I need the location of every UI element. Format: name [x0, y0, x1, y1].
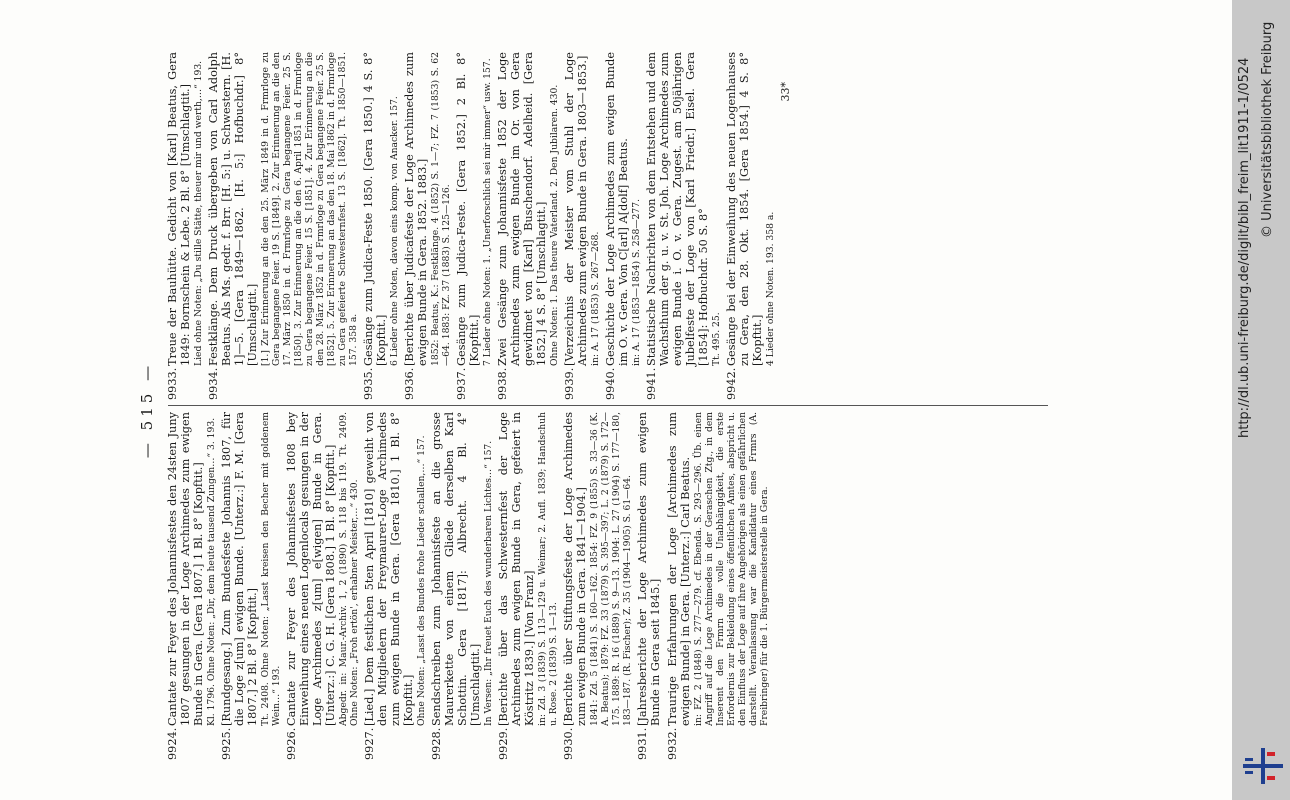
- entry-number: 9940.: [604, 367, 617, 400]
- entry-number: 9937.: [455, 367, 468, 400]
- entry-text: Cantate zur Feyer des Johannisfestes den 24sten Juny 1807 gesungen in der Loge Archimedes zum ewigen Bunde in Gera. [Gera 1807.] 1 Bl. 8° [Kopftit.]: [166, 412, 205, 726]
- entry-note: in: A. 17 (1853—1854) S. 258—277.: [631, 199, 642, 366]
- catalogue-entry: [604, 52, 642, 400]
- entry-note: Tt. 495. 25.: [711, 312, 722, 366]
- catalogue-entry: [645, 52, 722, 400]
- entry-number: 9936.: [403, 367, 416, 400]
- source-url-link[interactable]: http://dl.ub.uni-freiburg.de/diglit/bibl_freim_lit1911-1/0524: [1237, 57, 1252, 438]
- entry-note: [1.] Zur Erinnerung an die den 25. März 1849 in d. Frmrloge zu Gera begangene Feier. 19 S. [1849]. 2. Zur Erinnerung an die den 17. März 1850 in d. Frmrloge zu Gera begangene Feier. 25 S. [1850]. 3. Zur Erinnerung an die den 6. April 1851 in d. Frmrloge zu Gera begangene Feier. 15 S. [1851]. 4. Zur Erinnerung an die den 28. März 1852 in d. Frmrloge zu Gera begangene Feier. 25 S. [1852]. 5. Zur Erinnerung an das den 18. Mai 1862 in d. Frmrloge zu Gera gefeierte Schwesternfest. 13 S. [1862]. Tt. 1850—1851. 157. 358 a.: [260, 52, 359, 366]
- catalogue-entry: [430, 412, 494, 760]
- entry-note: Abgedr. in: Maur.-Archiv. 1, 2 (1890) S. 118 bis 119. Tt. 2409. Ohne Noten: „Froh ertön', erhabner Meister,…“ 430.: [338, 412, 360, 726]
- entry-number: 9932.: [666, 727, 679, 760]
- entry-note: Ohne Noten: „Lasst des Bundes frohe Lieder schallen,…“ 157.: [416, 435, 427, 726]
- page-signature: 33*: [779, 82, 792, 102]
- entry-text: [Berichte über Stiftungsfeste der Loge Archimedes zum ewigen Bunde in Gera. 1841—1904.]: [562, 412, 588, 726]
- copyright-notice: © Universitätsbibliothek Freiburg: [1260, 21, 1275, 238]
- catalogue-entry: [220, 412, 282, 760]
- entry-text: [Berichte über Judicafeste der Loge Archimedes zum ewigen Bunde in Gera. 1852. 1883.]: [403, 52, 429, 366]
- entry-number: 9927.: [363, 727, 376, 760]
- left-column: [166, 412, 773, 760]
- entry-note: 1841: Zd. 5 (1841) S. 160—162. 1854: FZ. 9 (1855) S. 33—36 (K. A. Beatus); 1879: FZ. 33 (1879) S. 395—397; L. 2 (1879) S. 172—175. 1889: R. 16 (1889) S. 9—13. 1904: L. 27 (1904) S. 177—180, 183—187. (R. Fischer); Z. 35 (1904—1905) S. 61—64.: [589, 412, 633, 726]
- entry-note: In Versen: „Ihr freuet Euch des wunderbaren Lichtes…“ 157.: [483, 440, 494, 726]
- rotated-page-content: [138, 52, 1068, 760]
- catalogue-entry: [666, 412, 770, 760]
- catalogue-entry: [166, 52, 204, 400]
- entry-number: 9928.: [430, 727, 443, 760]
- entry-number: 9934.: [207, 367, 220, 400]
- entry-text: [Lied.] Dem festlichen 5ten April [1810] geweiht von den Mitgliedern der Freymaurer-Loge Archimedes zum ewigen Bunde in Gera. [Gera 1810.] 1 Bl. 8° [Kopftit.]: [363, 412, 415, 726]
- entry-text: Gesänge zum Judica-Feste. [Gera 1852.] 2 Bl. 8° [Kopftit.]: [455, 52, 481, 366]
- entry-number: 9931.: [636, 727, 649, 760]
- entry-text: Traurige Erfahrungen der Loge [Archimedes zum ewigen Bunde] in Gera. [Unterz.:] Carl Beatus.: [666, 412, 692, 726]
- entry-text: Treue der Bauhütte. Gedicht von [Karl] Beatus, Gera 1849: Bornschein & Lebe. 2 Bl. 8° [Umschlagtit.]: [166, 52, 192, 366]
- catalogue-entry: [207, 52, 359, 400]
- entry-text: [Rundgesang.] Zum Bundesfeste Johannis 1807, für die Loge z[um] ewigen Bunde. [Unterz.:] F. M. [Gera 1807.] 2 Bl. 8° [Kopftit.]: [220, 412, 259, 726]
- catalogue-entry: [285, 412, 360, 760]
- entry-number: 9929.: [497, 727, 510, 760]
- entry-number: 9924.: [166, 727, 179, 760]
- entry-note: Ohne Noten: 1. Das theure Vaterland. 2. Den Jubilaren. 430.: [549, 84, 560, 366]
- entry-text: [Berichte über das Schwesternfest der Loge Archimedes zum ewigen Bunde in Gera, gefeiert in Köstritz 1839.] [Von Franz]: [497, 412, 536, 726]
- entry-text: Statistische Nachrichten von dem Entstehen und dem Wachsthum der g. u. v. St. Joh. Loge Archimedes zum ewigen Bunde i. O. v. Gera. Zugest. am 50jährigen Jubelfeste der Loge von [Karl Friedr.] Eisel. Gera [1854]: Hofbuchdr. 50 S. 8°: [645, 52, 710, 366]
- entry-text: Sendschreiben zum Johannisfeste an die grosse Maurerkette von einem Gliede derselben Karl Schottin. Gera [1817]: Albrecht. 4 Bl. 4° [Umschlagtit.]: [430, 412, 482, 726]
- catalogue-entry: [563, 52, 601, 400]
- library-logo-icon: [1243, 748, 1283, 784]
- entry-note: Tt. 2408. Ohne Noten: „Lasst kreisen den Becher mit goldenem Wein…“ 193.: [260, 412, 282, 726]
- entry-note: 1852: Beatus, K.: Festklänge. 4 (1852) S. 1—7; FZ. 7 (1853) S. 62—64. 1883: FZ. 37 (1883) S. 125—126.: [430, 52, 452, 366]
- catalogue-entry: [496, 52, 560, 400]
- entry-note: in: FZ. 2 (1848) S. 277—279. cf. Ebenda. S. 293—296. Üb. einen Angriff auf die Loge Archimedes in der Geraschen Ztg., in dem Inserent den Frmrn die volle Unabhängigkeit, die erste Erfordernis zur Bekleidung eines öffentlichen Amtes, abspricht u. den Einfluss der Loge auf ihre Angehörigen als einen gefährlichen darstellt. Veranlassung war die Kandidatur eines Frmrs (A. Freibringer) für die 1. Bürgermeisterstelle in Gera.: [693, 412, 770, 726]
- entry-number: 9939.: [563, 367, 576, 400]
- entry-text: Gesänge bei der Einweihung des neuen Logenhauses zu Gera, den 28. Okt. 1854. [Gera 1854.] 4 S. 8° [Kopftit.]: [725, 52, 764, 366]
- catalogue-entry: [562, 412, 633, 760]
- catalogue-entry: [725, 52, 776, 400]
- right-column: [166, 52, 792, 400]
- entry-number: 9925.: [220, 727, 233, 760]
- catalogue-entry: [403, 52, 452, 400]
- entry-note: 7 Lieder ohne Noten: 1. „Unerforschlich sei mir immer“ usw. 157.: [482, 58, 493, 366]
- column-divider: [168, 405, 1048, 406]
- entry-note: in: A. 17 (1853) S. 267—268.: [590, 231, 601, 366]
- entry-text: [Verzeichnis der Meister vom Stuhl der Loge Archimedes zum ewigen Bunde in Gera. 1803—1853.]: [563, 52, 589, 366]
- entry-text: Festklänge. Dem Druck übergeben von Carl Adolph Beatus. Als Ms. gedr. f. Brr. [H. 5:] u. Schwestern. [H. 1]—5. [Gera 1849—1862. [H. 5:] Hofbuchdr.] 8° [Umschlagtit.]: [207, 52, 259, 366]
- entry-number: 9930.: [562, 727, 575, 760]
- catalogue-entry: [362, 52, 400, 400]
- entry-note: 6 Lieder ohne Noten, davon eins komp. von Anacker. 157.: [389, 96, 400, 366]
- catalogue-entry: [166, 412, 217, 760]
- entry-number: 9935.: [362, 367, 375, 400]
- entry-note: Lied ohne Noten: „Du stille Stätte, theuer mir und werth,…“ 193.: [193, 60, 204, 366]
- catalogue-entry: [363, 412, 427, 760]
- catalogue-entry: [497, 412, 559, 760]
- entry-note: 4 Lieder ohne Noten. 193. 358 a.: [765, 211, 776, 366]
- entry-text: [Jahresberichte der Loge Archimedes zum ewigen Bunde in Gera seit 1845.]: [636, 412, 662, 726]
- entry-number: 9941.: [645, 367, 658, 400]
- entry-number: 9933.: [166, 367, 179, 400]
- entry-text: Cantate zur Feyer des Johannisfestes 1808 bey Einweihung eines neuen Logenlocals gesungen in der Loge Archimedes z[um] e[wigen] Bunde in Gera. [Unterz.:] C. G. H. [Gera 1808.] 1 Bl. 8° [Kopftit.]: [285, 412, 337, 726]
- entry-text: Geschichte der Loge Archimedes zum ewigen Bunde im O. v. Gera. Von C[arl] A[dolf] Beatus.: [604, 52, 630, 366]
- entry-text: Zwei Gesänge zum Johannisfeste 1852 der Loge Archimedes zum ewigen Bunde im Or. von Gera gewidmet von [Karl] Buschendorf. Adelheid. [Gera 1852.] 4 S. 8° [Umschlagtit.]: [496, 52, 548, 366]
- entry-number: 9926.: [285, 727, 298, 760]
- entry-number: 9938.: [496, 367, 509, 400]
- catalogue-entry: [455, 52, 493, 400]
- catalogue-entry: [636, 412, 663, 760]
- entry-note: in: Zd. 3 (1839) S. 113—129 u. Weimar; 2. Aufl. 1839; Handschuh u. Rose. 2 (1839) S. 1—13.: [537, 412, 559, 726]
- entry-note: Kl. 1796. Ohne Noten: „Dir, dem heute tausend Zungen…“ 3. 193.: [206, 417, 217, 726]
- entry-number: 9942.: [725, 367, 738, 400]
- entry-text: Gesänge zum Judica-Feste 1850. [Gera 1850.] 4 S. 8° [Kopftit.]: [362, 52, 388, 366]
- page-number-header: — 515 —: [138, 361, 156, 459]
